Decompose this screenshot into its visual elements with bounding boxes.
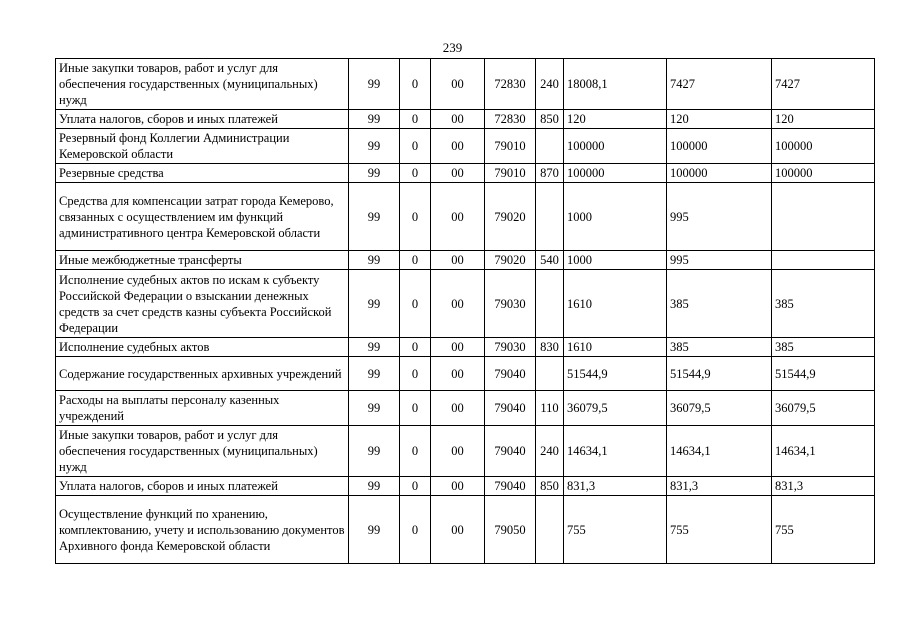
program-cell: 00: [431, 496, 485, 564]
amount-year3-cell: [772, 251, 875, 270]
row-name-cell: Расходы на выплаты персоналу казенных учреждений: [56, 391, 349, 426]
program-cell: 00: [431, 251, 485, 270]
budget-table: [55, 58, 875, 564]
subsection-cell: 0: [400, 338, 431, 357]
table-row: [56, 477, 875, 496]
amount-year2-cell: 385: [667, 338, 772, 357]
subsection-cell: 0: [400, 477, 431, 496]
expense-type-cell: 240: [536, 59, 564, 110]
expense-type-cell: 240: [536, 426, 564, 477]
expense-type-cell: 540: [536, 251, 564, 270]
table-row: [56, 164, 875, 183]
amount-year3-cell: 36079,5: [772, 391, 875, 426]
amount-year2-cell: 51544,9: [667, 357, 772, 391]
program-cell: 00: [431, 110, 485, 129]
subsection-cell: 0: [400, 496, 431, 564]
table-row: [56, 183, 875, 251]
expense-type-cell: [536, 129, 564, 164]
amount-year3-cell: 831,3: [772, 477, 875, 496]
amount-year1-cell: 14634,1: [564, 426, 667, 477]
table-row: [56, 338, 875, 357]
table-row: [56, 496, 875, 564]
amount-year3-cell: 51544,9: [772, 357, 875, 391]
program-cell: 00: [431, 164, 485, 183]
expense-type-cell: [536, 270, 564, 338]
target-code-cell: 79040: [485, 477, 536, 496]
row-name-cell: Средства для компенсации затрат города Кемерово, связанных с осуществлением им функций административного центра Кемеровской области: [56, 183, 349, 251]
amount-year2-cell: 995: [667, 251, 772, 270]
section-cell: 99: [349, 251, 400, 270]
subsection-cell: 0: [400, 183, 431, 251]
section-cell: 99: [349, 129, 400, 164]
section-cell: 99: [349, 496, 400, 564]
row-name-cell: Содержание государственных архивных учреждений: [56, 357, 349, 391]
subsection-cell: 0: [400, 270, 431, 338]
table-row: [56, 59, 875, 110]
subsection-cell: 0: [400, 110, 431, 129]
amount-year3-cell: 14634,1: [772, 426, 875, 477]
amount-year3-cell: 385: [772, 338, 875, 357]
amount-year1-cell: 755: [564, 496, 667, 564]
section-cell: 99: [349, 357, 400, 391]
table-row: [56, 251, 875, 270]
subsection-cell: 0: [400, 164, 431, 183]
target-code-cell: 79010: [485, 164, 536, 183]
amount-year3-cell: 100000: [772, 164, 875, 183]
row-name-cell: Уплата налогов, сборов и иных платежей: [56, 477, 349, 496]
table-row: [56, 129, 875, 164]
amount-year2-cell: 100000: [667, 164, 772, 183]
expense-type-cell: 870: [536, 164, 564, 183]
page-number: 239: [442, 40, 463, 55]
amount-year1-cell: 1000: [564, 183, 667, 251]
amount-year1-cell: 1610: [564, 338, 667, 357]
row-name-cell: Резервный фонд Коллегии Администрации Кемеровской области: [56, 129, 349, 164]
section-cell: 99: [349, 477, 400, 496]
subsection-cell: 0: [400, 251, 431, 270]
amount-year3-cell: [772, 183, 875, 251]
expense-type-cell: 850: [536, 477, 564, 496]
expense-type-cell: 850: [536, 110, 564, 129]
section-cell: 99: [349, 164, 400, 183]
amount-year3-cell: 755: [772, 496, 875, 564]
amount-year1-cell: 831,3: [564, 477, 667, 496]
subsection-cell: 0: [400, 426, 431, 477]
row-name-cell: Резервные средства: [56, 164, 349, 183]
amount-year3-cell: 385: [772, 270, 875, 338]
target-code-cell: 79030: [485, 338, 536, 357]
subsection-cell: 0: [400, 357, 431, 391]
target-code-cell: 72830: [485, 59, 536, 110]
expense-type-cell: 110: [536, 391, 564, 426]
amount-year1-cell: 1000: [564, 251, 667, 270]
amount-year3-cell: 120: [772, 110, 875, 129]
table-row: [56, 270, 875, 338]
section-cell: 99: [349, 338, 400, 357]
target-code-cell: 79030: [485, 270, 536, 338]
table-row: [56, 110, 875, 129]
amount-year2-cell: 36079,5: [667, 391, 772, 426]
amount-year3-cell: 100000: [772, 129, 875, 164]
amount-year2-cell: 120: [667, 110, 772, 129]
amount-year1-cell: 18008,1: [564, 59, 667, 110]
amount-year2-cell: 7427: [667, 59, 772, 110]
section-cell: 99: [349, 270, 400, 338]
program-cell: 00: [431, 59, 485, 110]
program-cell: 00: [431, 270, 485, 338]
amount-year2-cell: 14634,1: [667, 426, 772, 477]
row-name-cell: Иные межбюджетные трансферты: [56, 251, 349, 270]
row-name-cell: Исполнение судебных актов по искам к субъекту Российской Федерации о взыскании денежных средств за счет средств казны субъекта Российской Федерации: [56, 270, 349, 338]
section-cell: 99: [349, 110, 400, 129]
amount-year3-cell: 7427: [772, 59, 875, 110]
expense-type-cell: [536, 357, 564, 391]
program-cell: 00: [431, 357, 485, 391]
section-cell: 99: [349, 426, 400, 477]
table-row: [56, 391, 875, 426]
target-code-cell: 79050: [485, 496, 536, 564]
program-cell: 00: [431, 183, 485, 251]
amount-year2-cell: 100000: [667, 129, 772, 164]
subsection-cell: 0: [400, 59, 431, 110]
section-cell: 99: [349, 183, 400, 251]
subsection-cell: 0: [400, 129, 431, 164]
target-code-cell: 79020: [485, 251, 536, 270]
amount-year1-cell: 100000: [564, 164, 667, 183]
row-name-cell: Уплата налогов, сборов и иных платежей: [56, 110, 349, 129]
section-cell: 99: [349, 391, 400, 426]
row-name-cell: Исполнение судебных актов: [56, 338, 349, 357]
target-code-cell: 79040: [485, 391, 536, 426]
target-code-cell: 72830: [485, 110, 536, 129]
amount-year1-cell: 51544,9: [564, 357, 667, 391]
amount-year1-cell: 36079,5: [564, 391, 667, 426]
program-cell: 00: [431, 426, 485, 477]
amount-year1-cell: 120: [564, 110, 667, 129]
expense-type-cell: 830: [536, 338, 564, 357]
amount-year1-cell: 100000: [564, 129, 667, 164]
amount-year1-cell: 1610: [564, 270, 667, 338]
subsection-cell: 0: [400, 391, 431, 426]
expense-type-cell: [536, 183, 564, 251]
table-body: [56, 59, 875, 564]
amount-year2-cell: 755: [667, 496, 772, 564]
row-name-cell: Иные закупки товаров, работ и услуг для обеспечения государственных (муниципальных) нужд: [56, 426, 349, 477]
table-row: [56, 357, 875, 391]
expense-type-cell: [536, 496, 564, 564]
amount-year2-cell: 831,3: [667, 477, 772, 496]
target-code-cell: 79020: [485, 183, 536, 251]
section-cell: 99: [349, 59, 400, 110]
program-cell: 00: [431, 391, 485, 426]
amount-year2-cell: 385: [667, 270, 772, 338]
amount-year2-cell: 995: [667, 183, 772, 251]
program-cell: 00: [431, 129, 485, 164]
table-row: [56, 426, 875, 477]
row-name-cell: Иные закупки товаров, работ и услуг для обеспечения государственных (муниципальных) нужд: [56, 59, 349, 110]
program-cell: 00: [431, 338, 485, 357]
program-cell: 00: [431, 477, 485, 496]
target-code-cell: 79040: [485, 426, 536, 477]
row-name-cell: Осуществление функций по хранению, комплектованию, учету и использованию документов Архивного фонда Кемеровской области: [56, 496, 349, 564]
target-code-cell: 79040: [485, 357, 536, 391]
target-code-cell: 79010: [485, 129, 536, 164]
